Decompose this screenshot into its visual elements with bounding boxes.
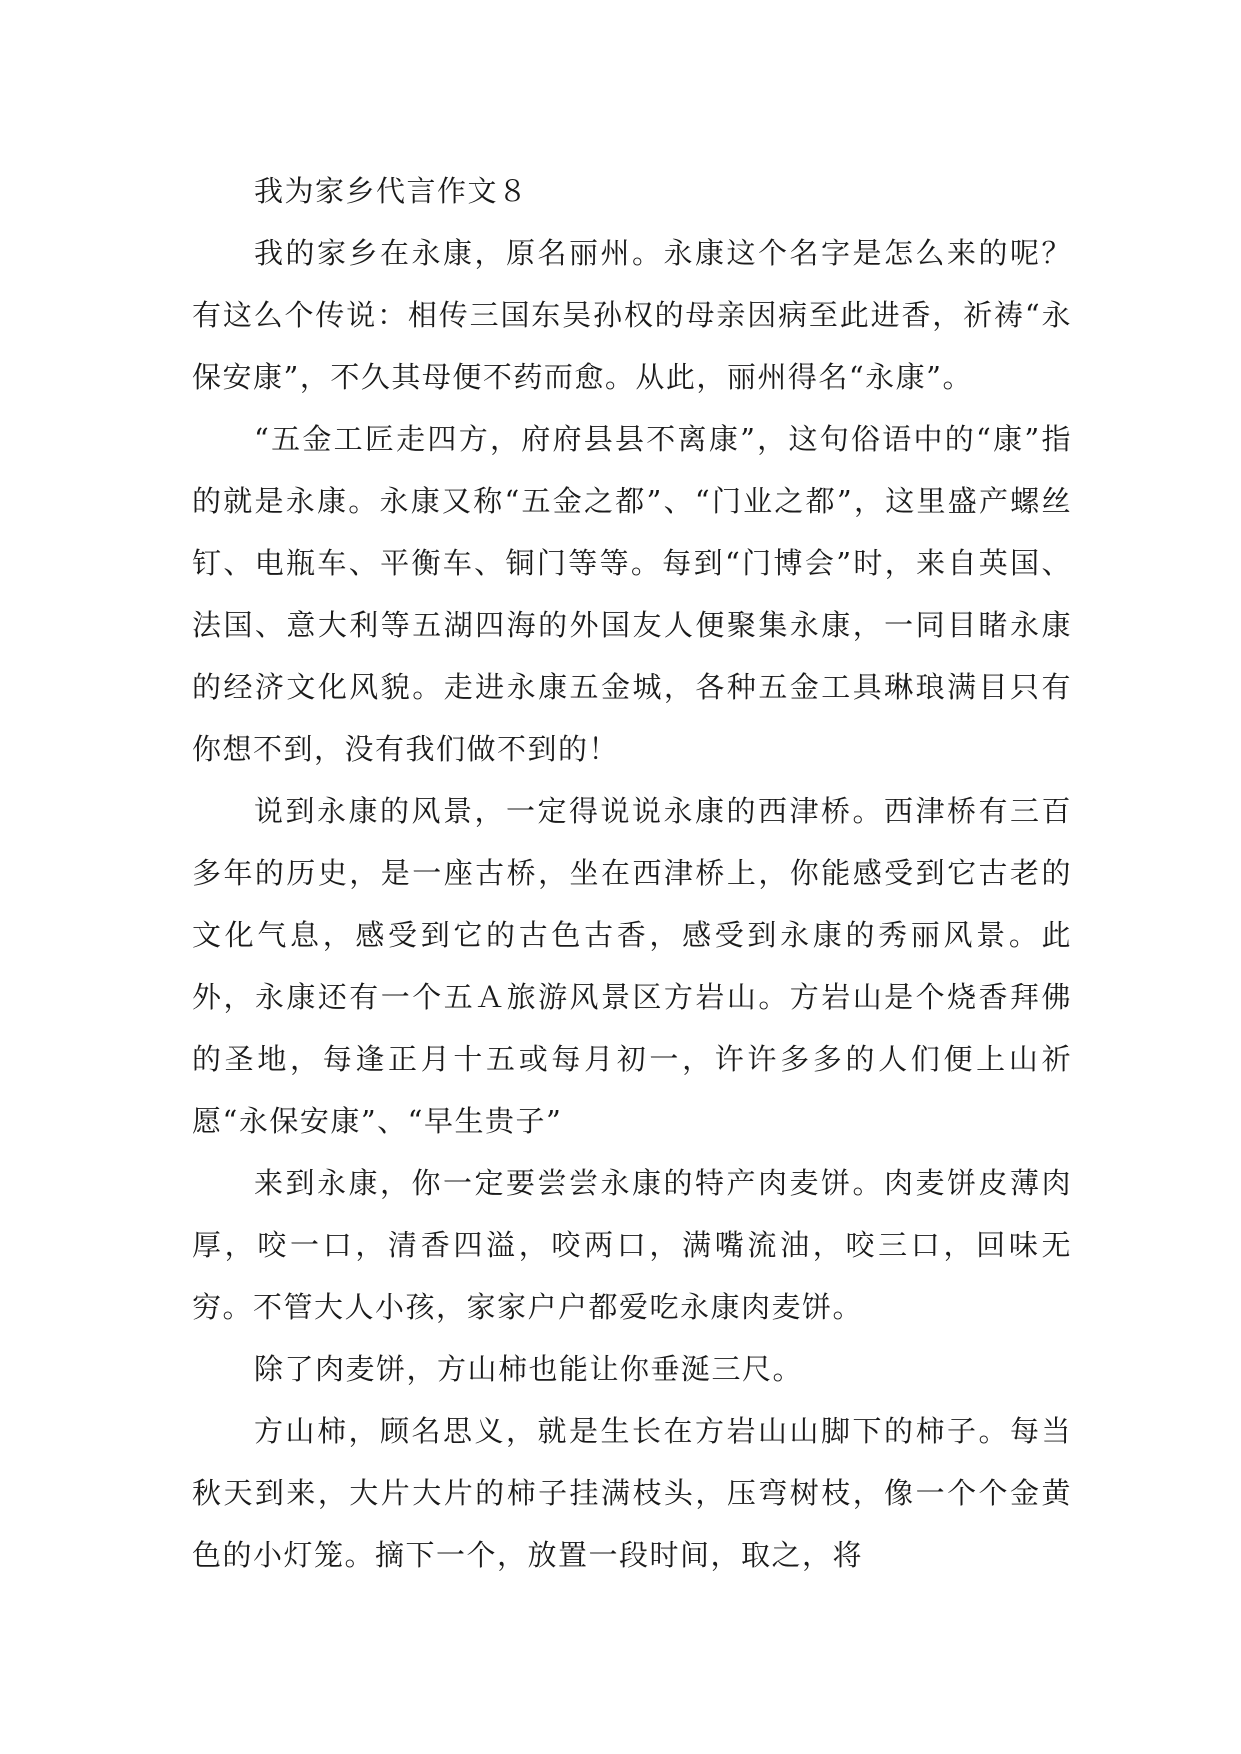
paragraph-meat-pie: 来到永康，你一定要尝尝永康的特产肉麦饼。肉麦饼皮薄肉厚，咬一口，清香四溢，咬两口，满嘴流油，咬三口，回味无穷。不管大人小孩，家家户户都爱吃永康肉麦饼。 xyxy=(192,1166,1072,1324)
document-body xyxy=(192,160,1072,1586)
paragraph-origin-of-name: 我的家乡在永康，原名丽州。永康这个名字是怎么来的呢？有这么个传说：相传三国东吴孙权的母亲因病至此进香，祈祷“永保安康”，不久其母便不药而愈。从此，丽州得名“永康”。 xyxy=(192,236,1072,394)
document-title: 我为家乡代言作文８ xyxy=(254,174,529,208)
paragraph-persimmon-detail: 方山柿，顾名思义，就是生长在方岩山山脚下的柿子。每当秋天到来，大片大片的柿子挂满枝头，压弯树枝，像一个个金黄色的小灯笼。摘下一个，放置一段时间，取之，将 xyxy=(192,1414,1072,1572)
paragraph-scenery: 说到永康的风景，一定得说说永康的西津桥。西津桥有三百多年的历史，是一座古桥，坐在西津桥上，你能感受到它古老的文化气息，感受到它的古色古香，感受到永康的秀丽风景。此外，永康还有一个五Ａ旅游风景区方岩山。方岩山是个烧香拜佛的圣地，每逢正月十五或每月初一，许许多多的人们便上山祈愿“永保安康”、“早生贵子” xyxy=(192,794,1072,1138)
paragraph-hardware-capital: “五金工匠走四方，府府县县不离康”，这句俗语中的“康”指的就是永康。永康又称“五金之都”、“门业之都”，这里盛产螺丝钉、电瓶车、平衡车、铜门等等。每到“门博会”时，来自英国、法国、意大利等五湖四海的外国友人便聚集永康，一同目睹永康的经济文化风貌。走进永康五金城，各种五金工具琳琅满目只有你想不到，没有我们做不到的！ xyxy=(192,422,1072,766)
paragraph-persimmon-intro: 除了肉麦饼，方山柿也能让你垂涎三尺。 xyxy=(254,1352,804,1386)
